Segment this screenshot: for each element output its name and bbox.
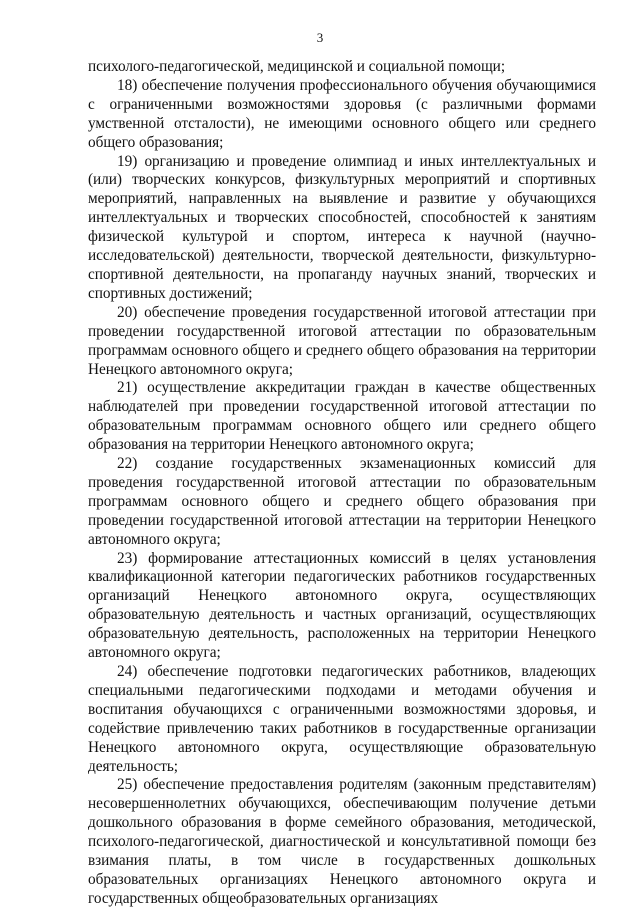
paragraph-item-18: 18) обеспечение получения профессионального обучения обучающимися с ограниченными возможностями здоровья (с различными формами умственной отсталости), не имеющими основного общего или среднего общего образования; [88, 76, 596, 151]
paragraph-item-20: 20) обеспечение проведения государственной итоговой аттестации при проведении государственной итоговой аттестации по образовательным программам основного общего и среднего общего образования на территории Ненецкого автономного округа; [88, 303, 596, 378]
paragraph-item-19: 19) организацию и проведение олимпиад и иных интеллектуальных и (или) творческих конкурсов, физкультурных мероприятий и спортивных мероприятий, направленных на выявление и развитие у обучающихся интеллектуальных и творческих способностей, способностей к занятиям физической культурой и спортом, интереса к научной (научно-исследовательской) деятельности, творческой деятельности, физкультурно-спортивной деятельности, на пропаганду научных знаний, творческих и спортивных достижений; [88, 152, 596, 302]
document-body [88, 58, 596, 909]
paragraph-item-25: 25) обеспечение предоставления родителям (законным представителям) несовершеннолетних обучающихся, обеспечивающим получение детьми дошкольного образования в форме семейного образования, методической, психолого-педагогической, диагностической и консультативной помощи без взимания платы, в том числе в государственных дошкольных образовательных организациях Ненецкого автономного округа и государственных общеобразовательных организациях [88, 776, 596, 907]
paragraph-item-23: 23) формирование аттестационных комиссий в целях установления квалификационной категории педагогических работников государственных организаций Ненецкого автономного округа, осуществляющих образовательную деятельность и частных организаций, осуществляющих образовательную деятельность, расположенных на территории Ненецкого автономного округа; [88, 549, 596, 662]
paragraph-item-24: 24) обеспечение подготовки педагогических работников, владеющих специальными педагогическими подходами и методами обучения и воспитания обучающихся с ограниченными возможностями здоровья, и содействие привлечению таких работников в государственные организации Ненецкого автономного округа, осуществляющие образовательную деятельность; [88, 663, 596, 775]
paragraph-item-22: 22) создание государственных экзаменационных комиссий для проведения государственной итоговой аттестации по образовательным программам основного общего и среднего общего образования при проведении государственной итоговой аттестации на территории Ненецкого автономного округа; [88, 455, 596, 548]
paragraph-continuation: психолого-педагогической, медицинской и социальной помощи; [88, 58, 506, 75]
paragraph-item-21: 21) осуществление аккредитации граждан в качестве общественных наблюдателей при проведении государственной итоговой аттестации по образовательным программам основного общего или среднего общего образования на территории Ненецкого автономного округа; [88, 379, 596, 454]
page-number: 3 [316, 30, 324, 45]
